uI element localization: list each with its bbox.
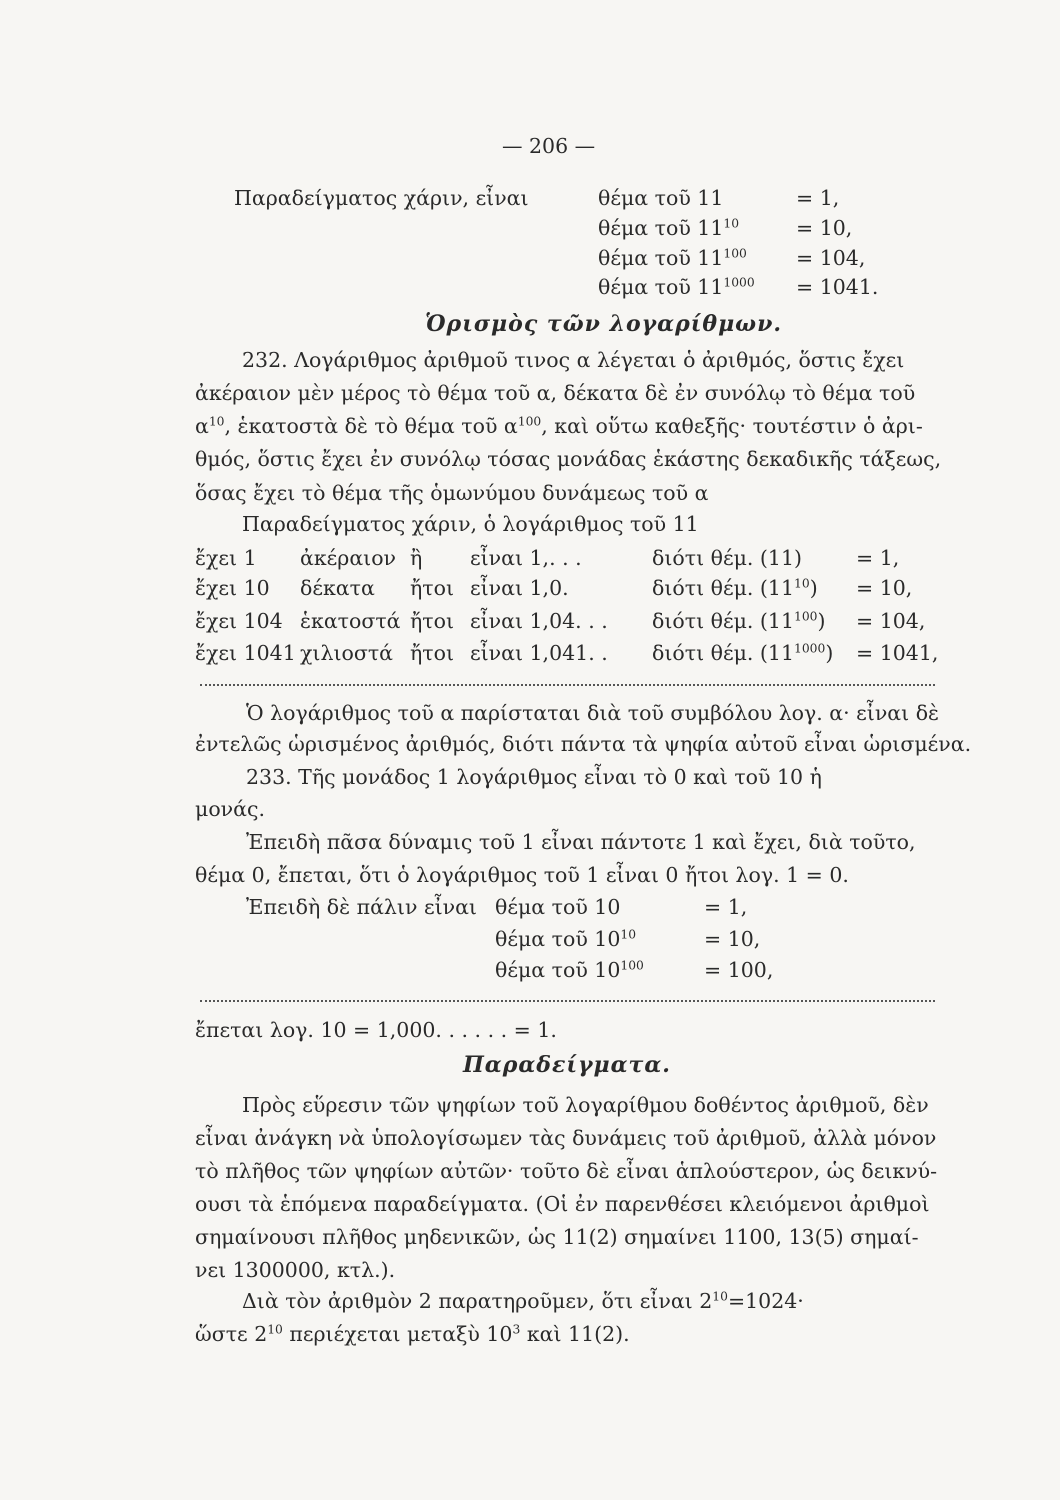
examples-line: νει 1300000, κτλ.). [195,1258,396,1282]
page-number: — 206 — [502,134,596,158]
sec233-row-value: = 10, [704,927,761,951]
sec233-row-value: = 1, [704,895,748,919]
cell: ἔχει 104 [195,609,283,633]
cell: εἶναι 1,0. [470,576,569,600]
sec233-line: μονάς. [195,797,265,821]
sec233-row-value: = 100, [704,958,774,982]
cell: διότι θέμ. (11) [652,546,803,570]
cell: δέκατα [300,576,375,600]
section-heading-definition: Ὁρισμὸς τῶν λογαρίθμων. [425,311,783,337]
intro-row [598,245,747,271]
cell: ἔχει 1041 [195,641,296,665]
examples-line: Διὰ τὸν ἀριθμὸν 2 παρατηροῦμεν, ὅτι εἶναι $2^{10}=1024\cdot$ [242,1289,804,1313]
examples-line: σημαίνουσι πλῆθος μηδενικῶν, ὡς 11(2) σημαίνει 1100, 13(5) σημαί- [195,1225,919,1249]
intro-row-value: = 1041. [796,275,879,299]
sec232-line: Παραδείγματος χάριν, ὁ λογάριθμος τοῦ 11 [242,512,699,536]
sec233-result: ἔπεται λογ. 10 = 1,000. . . . . . = 1. [195,1018,557,1042]
cell: = 1041, [856,641,939,665]
cell: ἤτοι [410,641,455,665]
sec233-line: θέμα 0, ἔπεται, ὅτι ὁ λογάριθμος τοῦ 1 εἶναι 0 ἤτοι λογ. 1 = 0. [195,863,849,887]
cell: χιλιοστά [300,641,394,665]
sec232-line: ἀκέραιον μὲν μέρος τὸ θέμα τοῦ α, δέκατα δὲ ἐν συνόλῳ τὸ θέμα τοῦ [195,381,916,405]
sec232-line: $\alpha^{10}$, ἑκατοστὰ δὲ τὸ θέμα τοῦ $\alpha^{100}$, καὶ οὕτω καθεξῆς· τουτέστιν ὁ ἀρι- [195,414,923,438]
cell: ἤτοι [410,609,455,633]
intro-row-value: = 104, [796,246,866,270]
intro-row-exp: 10 [723,216,740,231]
cell: διότι θέμ. $(11^{1000})$ [652,641,834,665]
cell: διότι θέμ. $(11^{100})$ [652,609,826,633]
cell: ἤτοι [410,576,455,600]
cell: διότι θέμ. $(11^{10})$ [652,576,818,600]
intro-row [598,274,755,300]
cell: ἑκατοστά [300,609,401,633]
cell: = 1, [856,546,900,570]
examples-line: εἶναι ἀνάγκη νὰ ὑπολογίσωμεν τὰς δυνάμεις τοῦ ἀριθμοῦ, ἀλλὰ μόνον [195,1126,937,1150]
cell: ἔχει 10 [195,576,270,600]
intro-row-value: = 1, [796,186,840,210]
intro-row-left: θέμα τοῦ 11 [598,275,724,299]
cell: = 104, [856,609,926,633]
sec233-row: θέμα τοῦ 10 [495,895,621,919]
sec233-lead: Ἐπειδὴ δὲ πάλιν εἶναι [246,895,477,919]
cell: εἶναι 1,04. . . [470,609,608,633]
dotted-divider [200,1000,935,1002]
sec233-row: θέμα τοῦ $10^{10}$ [495,927,637,951]
dotted-divider [200,684,935,686]
sec233-row: θέμα τοῦ $10^{100}$ [495,958,644,982]
sec232-line: θμός, ὅστις ἔχει ἐν συνόλῳ τόσας μονάδας ἑκάστης δεκαδικῆς τάξεως, [195,447,942,471]
cell: ἢ [410,546,423,570]
sec232-line: 232. Λογάριθμος ἀριθμοῦ τινος α λέγεται ὁ ἀριθμός, ὅστις ἔχει [242,348,905,372]
intro-row [598,185,723,211]
intro-row-left: θέμα τοῦ 11 [598,246,724,270]
intro-row-exp: 100 [723,246,747,261]
cell: ἀκέραιον [300,546,397,570]
sec233-line: 233. Τῆς μονάδος 1 λογάριθμος εἶναι τὸ 0 καὶ τοῦ 10 ἡ [246,765,822,789]
cell: = 10, [856,576,913,600]
sec232-line: ὅσας ἔχει τὸ θέμα τῆς ὁμωνύμου δυνάμεως τοῦ α [195,481,709,505]
intro-row-exp: 1000 [723,275,755,290]
intro-row [598,215,739,241]
section-heading-examples: Παραδείγματα. [463,1052,671,1078]
cell: εἶναι 1,041. . [470,641,608,665]
intro-row-left: θέμα τοῦ 11 [598,186,724,210]
cell: εἶναι 1,. . . [470,546,582,570]
intro-lead: Παραδείγματος χάριν, εἶναι [234,186,529,210]
symbol-line: ἐντελῶς ὡρισμένος ἀριθμός, διότι πάντα τὰ ψηφία αὐτοῦ εἶναι ὡρισμένα. [195,732,972,756]
sec233-line: Ἐπειδὴ πᾶσα δύναμις τοῦ 1 εἶναι πάντοτε 1 καὶ ἔχει, διὰ τοῦτο, [246,830,916,854]
examples-line: τὸ πλῆθος τῶν ψηφίων αὐτῶν· τοῦτο δὲ εἶναι ἁπλούστερον, ὡς δεικνύ- [195,1159,938,1183]
examples-line: Πρὸς εὕρεσιν τῶν ψηφίων τοῦ λογαρίθμου δοθέντος ἀριθμοῦ, δὲν [242,1093,929,1117]
examples-line: ουσι τὰ ἑπόμενα παραδείγματα. (Οἱ ἐν παρενθέσει κλειόμενοι ἀριθμοὶ [195,1192,930,1216]
symbol-line: Ὁ λογάριθμος τοῦ α παρίσταται διὰ τοῦ συμβόλου λογ. α· εἶναι δὲ [246,701,940,725]
intro-row-value: = 10, [796,216,853,240]
cell: ἔχει 1 [195,546,257,570]
intro-row-left: θέμα τοῦ 11 [598,216,724,240]
examples-line: ὥστε $2^{10}$ περιέχεται μεταξὺ $10^3$ καὶ 11(2). [195,1322,630,1346]
